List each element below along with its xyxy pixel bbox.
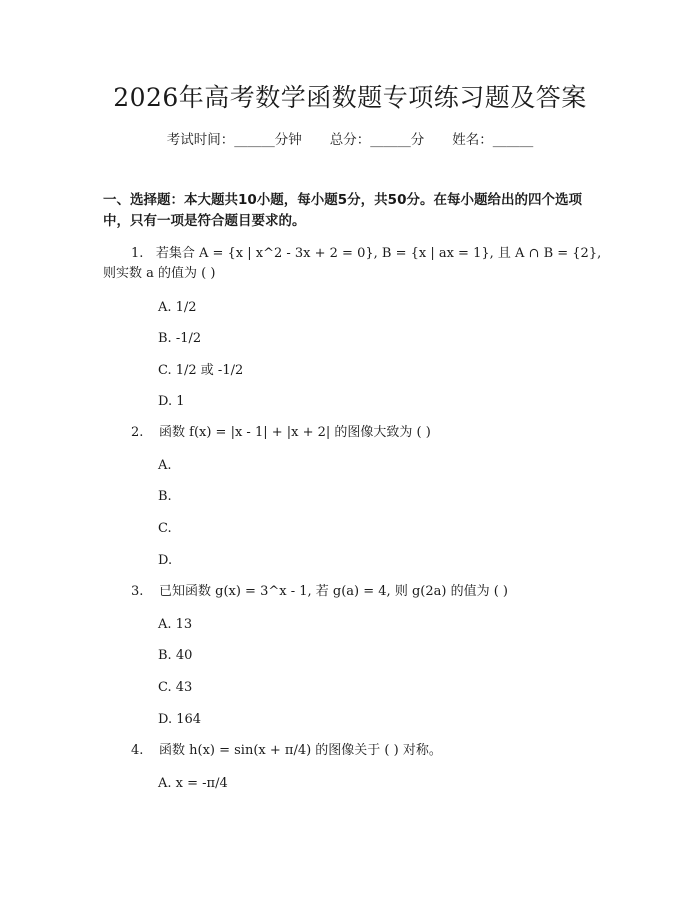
q2-option-c: C. (158, 521, 172, 536)
exam-info-line (0, 130, 700, 150)
question-number: 2. (131, 425, 144, 440)
q3-option-b: B. 40 (158, 648, 193, 663)
q2-option-d: D. (158, 553, 173, 568)
question-text: 若集合 A = {x | x^2 - 3x + 2 = 0}, B = {x | ax = 1}, 且 A ∩ B = {2}, 则实数 a 的值为 ( ) (103, 246, 602, 281)
q2-option-b: B. (158, 489, 172, 504)
q3-option-c: C. 43 (158, 680, 193, 695)
question-text: 函数 f(x) = |x - 1| + |x + 2| 的图像大致为 ( ) (159, 425, 431, 440)
question-1 (103, 244, 603, 284)
question-4 (131, 741, 442, 761)
question-3 (131, 582, 508, 602)
question-number: 3. (131, 584, 144, 599)
q1-option-c: C. 1/2 或 -1/2 (158, 363, 244, 378)
question-text: 函数 h(x) = sin(x + π/4) 的图像关于 ( ) 对称。 (159, 743, 442, 758)
question-number: 1. (131, 246, 144, 261)
q3-option-d: D. 164 (158, 712, 202, 727)
question-2 (131, 423, 431, 443)
section-heading: 一、选择题：本大题共10小题，每小题5分，共50分。在每小题给出的四个选项中，只有一项是符合题目要求的。 (103, 192, 582, 229)
student-name-field: 姓名：______ (452, 132, 534, 148)
question-number: 4. (131, 743, 144, 758)
exam-time-field: 考试时间：______分钟 (166, 132, 302, 148)
total-score-field: 总分：______分 (329, 132, 425, 148)
question-text: 已知函数 g(x) = 3^x - 1, 若 g(a) = 4, 则 g(2a) 的值为 ( ) (159, 584, 508, 599)
q1-option-b: B. -1/2 (158, 331, 202, 346)
q1-option-a: A. 1/2 (158, 300, 197, 315)
q2-option-a: A. (158, 458, 172, 473)
q4-option-a: A. x = -π/4 (158, 776, 228, 791)
q1-option-d: D. 1 (158, 394, 185, 409)
page-title: 2026年高考数学函数题专项练习题及答案 (113, 83, 587, 112)
q3-option-a: A. 13 (158, 617, 193, 632)
